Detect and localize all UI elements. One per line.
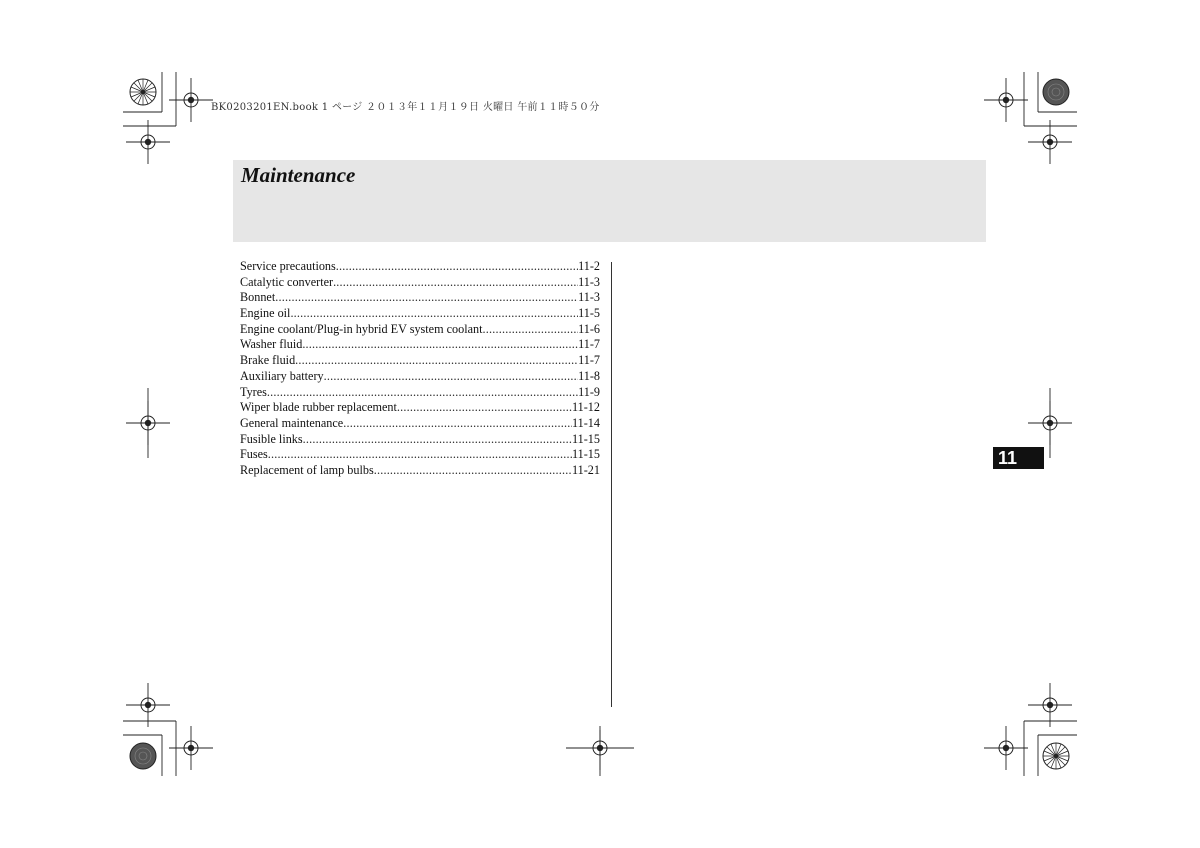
toc-entry-label: Brake fluid	[240, 353, 296, 368]
toc-entry-bonnet[interactable]	[240, 290, 600, 306]
star-target-bottom-right	[1043, 743, 1069, 769]
registration-mark-left-upper	[126, 120, 170, 164]
toc-entry-label: Fuses	[240, 447, 268, 462]
table-of-contents	[240, 259, 600, 479]
toc-entry-label: Engine oil	[240, 306, 291, 321]
toc-entry-washer-fluid[interactable]	[240, 337, 600, 353]
toc-entry-page: 11-8	[578, 368, 600, 383]
toc-entry-label: Auxiliary battery	[240, 368, 324, 383]
toc-entry-brake-fluid[interactable]	[240, 353, 600, 369]
toc-entry-label: Catalytic converter	[240, 274, 334, 289]
toc-entry-label: Service precautions	[240, 259, 336, 273]
toc-entry-page: 11-9	[578, 384, 600, 399]
toc-entry-tyres[interactable]	[240, 385, 600, 401]
toc-entry-label: Replacement of lamp bulbs	[240, 462, 374, 477]
toc-entry-general-maintenance[interactable]	[240, 416, 600, 432]
registration-mark-bottom-right	[984, 726, 1028, 770]
toc-entry-engine-oil[interactable]	[240, 306, 600, 322]
toc-entry-page: 11-15	[572, 431, 600, 446]
toc-leader-dots	[303, 432, 572, 448]
toc-leader-dots	[333, 275, 578, 291]
toc-entry-label: Washer fluid	[240, 337, 303, 352]
toc-leader-dots	[397, 400, 572, 416]
toc-entry-page: 11-7	[578, 337, 600, 352]
toc-entry-catalytic-converter[interactable]	[240, 275, 600, 291]
toc-leader-dots	[324, 369, 579, 385]
toc-leader-dots	[302, 337, 578, 353]
toc-entry-page: 11-2	[578, 259, 600, 273]
toc-entry-page: 11-21	[572, 462, 600, 477]
toc-entry-page: 11-12	[572, 400, 600, 415]
dark-target-top-right	[1043, 79, 1069, 105]
toc-entry-label: Wiper blade rubber replacement	[240, 400, 397, 415]
toc-entry-label: Engine coolant/Plug-in hybrid EV system coolant	[240, 321, 483, 336]
registration-mark-left-lower	[126, 683, 170, 727]
toc-entry-service-precautions[interactable]	[240, 259, 600, 275]
toc-entry-page: 11-5	[578, 306, 600, 321]
toc-entry-auxiliary-battery[interactable]	[240, 369, 600, 385]
toc-leader-dots	[267, 385, 578, 401]
toc-leader-dots	[343, 416, 572, 432]
toc-leader-dots	[295, 353, 578, 369]
dark-target-bottom-left	[130, 743, 156, 769]
toc-entry-lamp-bulbs[interactable]	[240, 463, 600, 479]
toc-entry-page: 11-14	[572, 415, 600, 430]
chapter-tab[interactable]: 11	[993, 447, 1044, 469]
toc-entry-label: General maintenance	[240, 415, 344, 430]
toc-entry-fuses[interactable]	[240, 447, 600, 463]
column-divider	[611, 262, 612, 707]
toc-entry-engine-coolant[interactable]	[240, 322, 600, 338]
toc-entry-page: 11-3	[578, 274, 600, 289]
toc-entry-label: Bonnet	[240, 290, 276, 305]
print-slug-header: BK0203201EN.book 1 ページ ２０１３年１１月１９日 火曜日 午前１１時５０分	[211, 102, 600, 113]
toc-entry-label: Fusible links	[240, 431, 303, 446]
registration-mark-right-lower	[1028, 683, 1072, 727]
toc-entry-wiper-blade-rubber[interactable]	[240, 400, 600, 416]
toc-leader-dots	[482, 322, 578, 338]
toc-entry-page: 11-15	[572, 447, 600, 462]
registration-mark-top-right	[984, 78, 1028, 122]
registration-mark-right-upper	[1028, 120, 1072, 164]
toc-entry-page: 11-7	[578, 353, 600, 368]
star-target-top-left	[130, 79, 156, 105]
toc-entry-label: Tyres	[240, 384, 267, 399]
toc-leader-dots	[374, 463, 572, 479]
chapter-title-band	[233, 160, 986, 242]
toc-leader-dots	[275, 290, 578, 306]
chapter-title: Maintenance	[241, 163, 356, 187]
toc-entry-page: 11-6	[578, 321, 600, 336]
toc-entry-page: 11-3	[578, 290, 600, 305]
registration-mark-bottom-center	[578, 726, 622, 770]
toc-leader-dots	[336, 259, 578, 275]
toc-entry-fusible-links[interactable]	[240, 432, 600, 448]
toc-leader-dots	[290, 306, 578, 322]
toc-leader-dots	[268, 447, 572, 463]
